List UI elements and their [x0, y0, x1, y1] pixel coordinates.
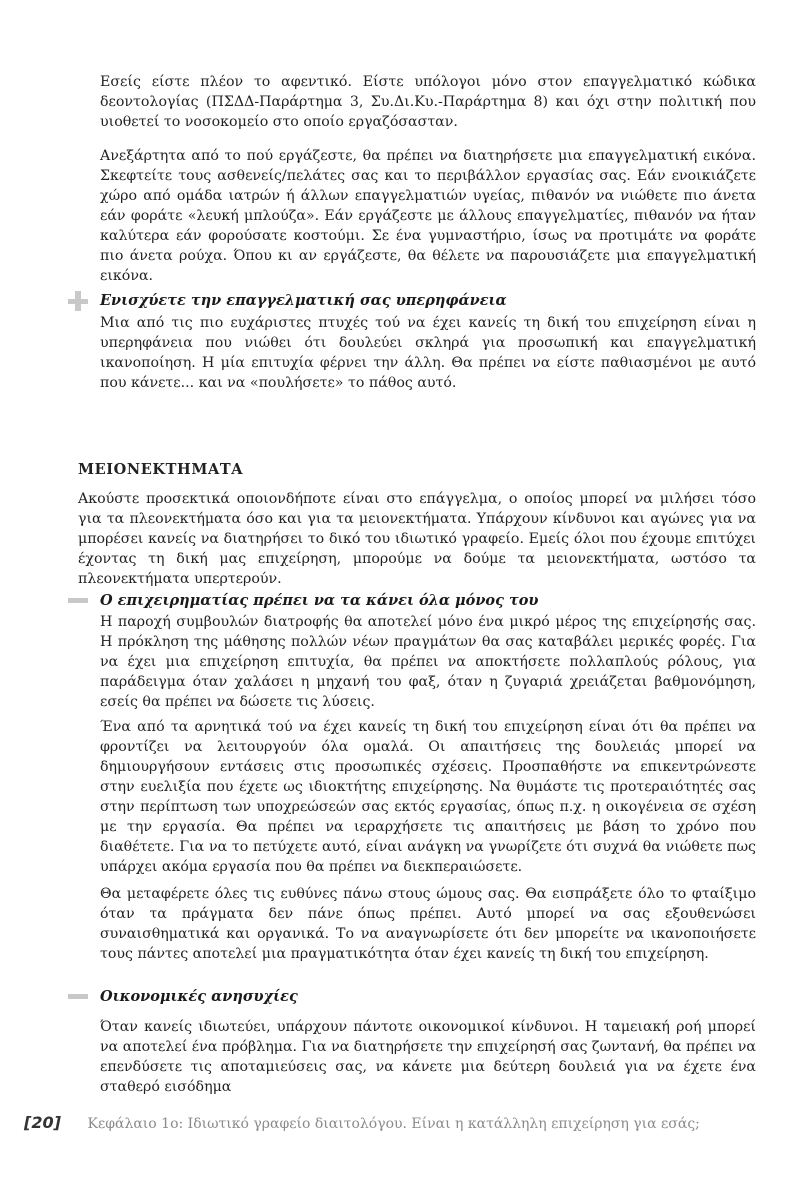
alone-paragraph-3: Θα μεταφέρετε όλες τις ευθύνες πάνω στους ώμους σας. Θα εισπράξετε όλο το φταίξιμο όταν τα πράγματα δεν πάνε όπως πρέπει. Αυτό μπορεί να σας εξουθενώσει συναισθηματικά και οργανικά. Το να αναγνωρίσετε ότι δεν μπορείτε να ικανοποιήσετε τους πάντες αποτελεί μια πραγματικότητα όταν έχει κανείς τη δική του επιχείρηση.	[100, 886, 756, 962]
pride-heading: Ενισχύετε την επαγγελματική σας υπερηφάνεια	[100, 292, 507, 309]
disadvantages-paragraph: Ακούστε προσεκτικά οποιονδήποτε είναι στο επάγγελμα, ο οποίος μπορεί να μιλήσει τόσο για τα πλεονεκτήματα όσο και για τα μειονεκτήματα. Υπάρχουν κίνδυνοι και αγώνες για να μπορέσει κανείς να διατηρήσει το δικό του ιδιωτικό γραφείο. Εμείς όλοι που έχουμε επιτύχει έχοντας τη δική μας επιχείρηση, μπορούμε να δούμε τα μειονεκτήματα, ωστόσο τα πλεονεκτήματα υπερτερούν.	[78, 491, 756, 587]
intro-paragraph-1: Εσείς είστε πλέον το αφεντικό. Είστε υπόλογοι μόνο στον επαγγελματικό κώδικα δεοντολογίας (ΠΣΔΔ-Παράρτημα 3, Συ.Δι.Κυ.-Παράρτημα 8) και όχι στην πολιτική που υιοθετεί το νοσοκομείο στο οποίο εργαζόσασταν.	[100, 74, 756, 130]
intro-paragraph-2: Ανεξάρτητα από το πού εργάζεστε, θα πρέπει να διατηρήσετε μια επαγγελματική εικόνα. Σκεφτείτε τους ασθενείς/πελάτες σας και το περιβάλλον εργασίας σας. Εάν ενοικιάζετε χώρο από ομάδα ιατρών ή άλλων επαγγελματιών υγείας, πιθανόν να νιώθετε πιο άνετα εάν φοράτε «λευκή μπλούζα». Εάν εργάζεστε με άλλους επαγγελματίες, πιθανόν να ήταν καλύτερα εάν φορούσατε κοστούμι. Σε ένα γυμναστήριο, ίσως να προτιμάτε να φοράτε πιο άνετα ρούχα. Όπου κι αν εργάζεστε, θα θέλετε να παρουσιάζετε μια επαγγελματική εικόνα.	[100, 148, 756, 284]
finance-paragraph: Όταν κανείς ιδιωτεύει, υπάρχουν πάντοτε οικονομικοί κίνδυνοι. Η ταμειακή ροή μπορεί να αποτελεί ένα πρόβλημα. Για να διατηρήσετε την επιχείρησή σας ζωντανή, θα πρέπει να επενδύσετε τις αποταμιεύσεις σας, να κάνετε μια δεύτερη δουλειά για να έχετε ένα σταθερό εισόδημα	[100, 1019, 756, 1095]
chapter-title: Κεφάλαιο 1ο: Ιδιωτικό γραφείο διαιτολόγου. Είναι η κατάλληλη επιχείρηση για εσάς;	[87, 1116, 700, 1132]
page-number: [20]	[24, 1113, 61, 1132]
finance-heading: Οικονομικές ανησυχίες	[100, 988, 298, 1005]
disadvantages-heading: ΜΕΙΟΝΕΚΤΗΜΑΤΑ	[78, 461, 244, 478]
pride-paragraph: Μια από τις πιο ευχάριστες πτυχές τού να έχει κανείς τη δική του επιχείρηση είναι η υπερηφάνεια που νιώθει ότι δουλεύει σκληρά για προσωπική και επαγγελματική ικανοποίηση. Η μία επιτυχία φέρνει την άλλη. Θα πρέπει να είστε παθιασμένοι με αυτό που κάνετε... και να «πουλήσετε» το πάθος αυτό.	[100, 315, 756, 391]
minus-icon	[68, 598, 88, 603]
alone-paragraph-2: Ένα από τα αρνητικά τού να έχει κανείς τη δική του επιχείρηση είναι ότι θα πρέπει να φροντίζει να λειτουργούν όλα ομαλά. Οι απαιτήσεις της δουλειάς μπορεί να δημιουργήσουν εντάσεις στις προσωπικές σχέσεις. Προσπαθήστε να επικεντρώνεστε στην ευελιξία που έχετε ως ιδιοκτήτης επιχείρησης. Να θυμάστε τις προτεραιότητές σας στην περίπτωση των υποχρεώσεών σας εκτός εργασίας, όπως π.χ. η οικογένεια σε σχέση με την εργασία. Θα πρέπει να ιεραρχήσετε τις απαιτήσεις με βάση το χρόνο που διαθέτετε. Για να το πετύχετε αυτό, είναι ανάγκη να γνωρίζετε ότι συχνά θα νιώθετε πως υπάρχει ακόμα εργασία που θα πρέπει να διεκπεραιώσετε.	[100, 719, 756, 875]
minus-icon	[68, 994, 88, 999]
page-footer	[24, 1113, 700, 1134]
alone-paragraph-1: Η παροχή συμβουλών διατροφής θα αποτελεί μόνο ένα μικρό μέρος της επιχείρησής σας. Η πρόκληση της μάθησης πολλών νέων πραγμάτων θα σας καταβάλει μερικές φορές. Για να έχει μια επιχείρηση επιτυχία, θα πρέπει να αποκτήσετε πολλαπλούς ρόλους, για παράδειγμα όταν χαλάσει η μηχανή του φαξ, όταν η ζυγαριά χρειάζεται βαθμονόμηση, εσείς θα πρέπει να δώσετε τις λύσεις.	[100, 614, 756, 710]
plus-icon	[68, 291, 88, 311]
alone-heading: Ο επιχειρηματίας πρέπει να τα κάνει όλα μόνος του	[100, 592, 539, 609]
